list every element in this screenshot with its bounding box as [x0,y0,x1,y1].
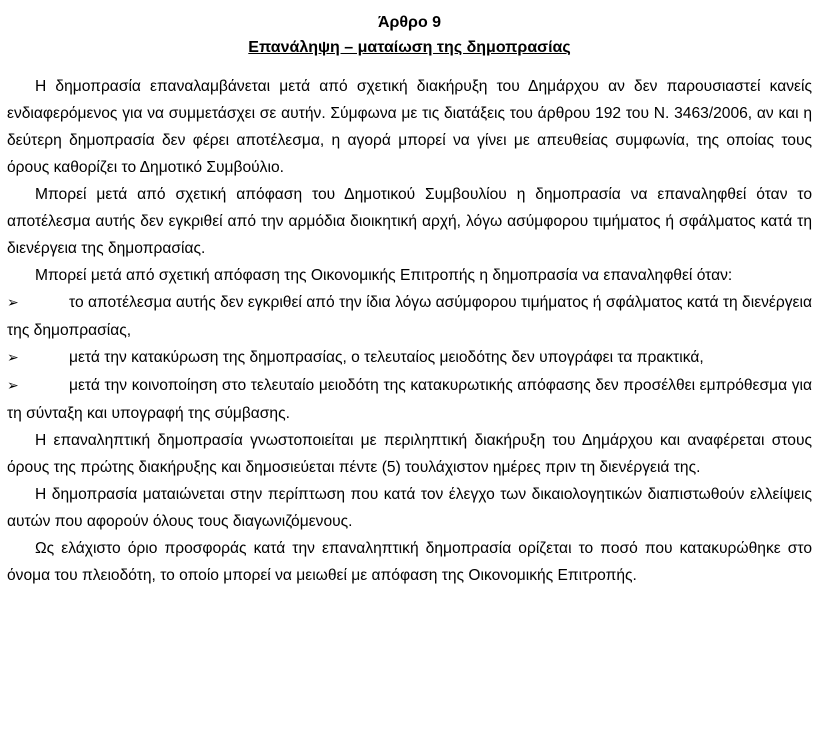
paragraph-3: Μπορεί μετά από σχετική απόφαση της Οικονομικής Επιτροπής η δημοπρασία να επαναληφθεί όταν: [35,267,733,284]
paragraph-6: Ως ελάχιστο όριο προσφοράς κατά την επαναληπτική δημοπρασία ορίζεται το ποσό που κατακυρώθηκε στο όνομα του πλειοδότη, το οποίο μπορεί να μειωθεί με απόφαση της Οικονομικής Επιτροπής. [7,540,812,584]
arrow-bullet-icon: ➢ [7,295,19,311]
article-subtitle: Επανάληψη – ματαίωση της δημοπρασίας [248,39,571,56]
article-title: Άρθρο 9 [377,14,442,31]
bullet-item-3 [7,372,812,427]
paragraph-4: Η επαναληπτική δημοπρασία γνωστοποιείται με περιληπτική διακήρυξη του Δημάρχου και αναφέρεται στους όρους της πρώτης διακήρυξης και δημοσιεύεται πέντε (5) τουλάχιστον ημέρες πριν τη διενέργειά της. [7,432,812,476]
bullet-text-3: μετά την κοινοποίηση στο τελευταίο μειοδότη της κατακυρωτικής απόφασης δεν προσέλθει εμπρόθεσμα για τη σύνταξη και υπογραφή της σύμβασης. [7,377,812,422]
article-body [7,73,812,589]
paragraph-1: Η δημοπρασία επαναλαμβάνεται μετά από σχετική διακήρυξη του Δημάρχου αν δεν παρουσιαστεί κανείς ενδιαφερόμενος για να συμμετάσχει σε αυτήν. Σύμφωνα με τις διατάξεις του άρθρου 192 του Ν. 3463/2006, αν και η δεύτερη δημοπρασία δεν φέρει αποτέλεσμα, η αγορά μπορεί να γίνει με απευθείας συμφωνία, της οποίας τους όρους καθορίζει το Δημοτικό Συμβούλιο. [7,78,812,176]
bullet-text-1: το αποτέλεσμα αυτής δεν εγκριθεί από την ίδια λόγω ασύμφορου τιμήματος ή σφάλματος κατά τη διενέργεια της δημοπρασίας, [7,294,812,339]
paragraph-5: Η δημοπρασία ματαιώνεται στην περίπτωση που κατά τον έλεγχο των δικαιολογητικών διαπιστωθούν ελλείψεις αυτών που αφορούν όλους τους διαγωνιζόμενους. [7,486,812,530]
arrow-bullet-icon: ➢ [7,378,19,394]
bullet-item-1 [7,289,812,344]
bullet-item-2 [7,344,812,372]
bullet-text-2: μετά την κατακύρωση της δημοπρασίας, ο τελευταίος μειοδότης δεν υπογράφει τα πρακτικά, [69,349,704,366]
paragraph-2: Μπορεί μετά από σχετική απόφαση του Δημοτικού Συμβουλίου η δημοπρασία να επαναληφθεί όταν το αποτέλεσμα αυτής δεν εγκριθεί από την αρμόδια διοικητική αρχή, λόγω ασύμφορου τιμήματος ή σφάλματος κατά τη διενέργεια της δημοπρασίας. [7,186,812,257]
arrow-bullet-icon: ➢ [7,350,19,366]
